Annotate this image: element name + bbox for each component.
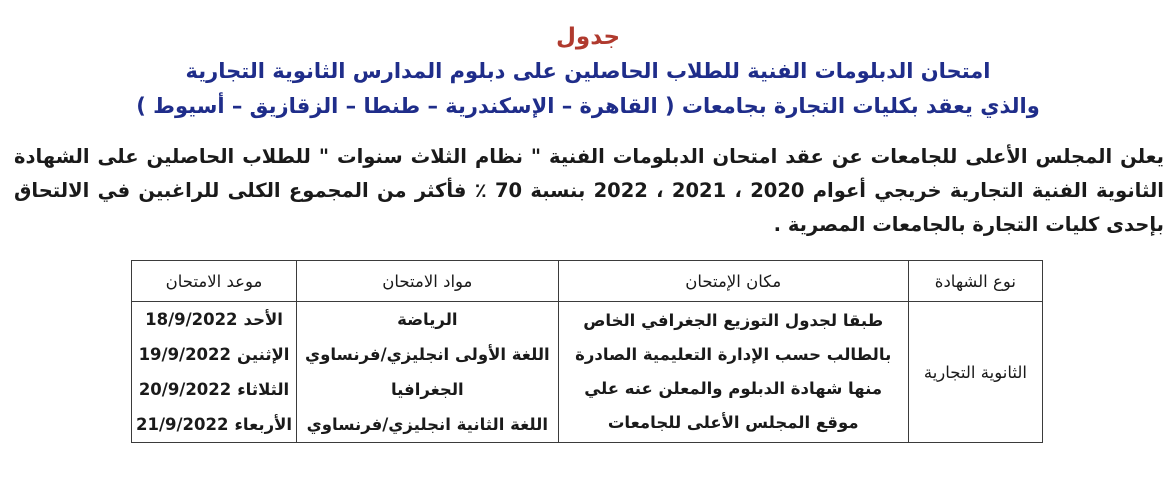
date-value: 20/9/2022 — [138, 380, 232, 399]
subjects-cell — [297, 302, 559, 443]
date-value: 21/9/2022 — [136, 415, 229, 434]
header-exam-place: مكان الإمتحان — [558, 261, 908, 302]
document-label: جدول — [555, 24, 621, 50]
header-exam-subjects: مواد الامتحان — [297, 261, 559, 302]
table-header-row — [132, 261, 1043, 302]
subject-item: اللغة الثانية انجليزي/فرنساوي — [306, 415, 549, 434]
date-item — [136, 407, 292, 442]
date-value: 19/9/2022 — [138, 345, 231, 364]
subject-item: الجغرافيا — [390, 380, 464, 399]
date-day: الأربعاء — [234, 415, 293, 434]
exam-schedule-table — [131, 260, 1043, 443]
table-row — [132, 302, 1043, 443]
date-item — [136, 337, 292, 372]
subject-item: الرياضة — [397, 310, 458, 329]
document-title-line-1: امتحان الدبلومات الفنية للطلاب الحاصلين على دبلوم المدارس الثانوية التجارية — [185, 59, 991, 83]
exam-place-cell: طبقا لجدول التوزيع الجغرافي الخاص بالطالب حسب الإدارة التعليمية الصادرة منها شهادة الدبلوم والمعلن عنه علي موقع المجلس الأعلى للجامعات — [558, 302, 908, 443]
subject-item: اللغة الأولى انجليزي/فرنساوي — [304, 345, 550, 364]
header-exam-date: موعد الامتحان — [132, 261, 297, 302]
date-value: 18/9/2022 — [145, 310, 238, 329]
date-item — [136, 372, 292, 407]
date-day: الإثنين — [237, 345, 290, 364]
intro-paragraph: يعلن المجلس الأعلى للجامعات عن عقد امتحان الدبلومات الفنية " نظام الثلاث سنوات " للطلاب الحاصلين على الشهادة الثانوية الفنية التجارية خريجي أعوام 2020 ، 2021 ، 2022 بنسبة 70 ٪ فأكثر من المجموع الكلى للراغبين في الالتحاق بإحدى كليات التجارة بالجامعات المصرية . — [14, 145, 1164, 236]
certificate-type-cell: الثانوية التجارية — [908, 302, 1042, 443]
dates-cell — [132, 302, 297, 443]
date-item — [136, 302, 292, 337]
header-certificate-type: نوع الشهادة — [908, 261, 1042, 302]
document-title-line-2: والذي يعقد بكليات التجارة بجامعات ( القاهرة – الإسكندرية – طنطا – الزقازيق – أسيوط ) — [136, 94, 1040, 118]
date-day: الأحد — [243, 310, 283, 329]
date-day: الثلاثاء — [237, 380, 290, 399]
